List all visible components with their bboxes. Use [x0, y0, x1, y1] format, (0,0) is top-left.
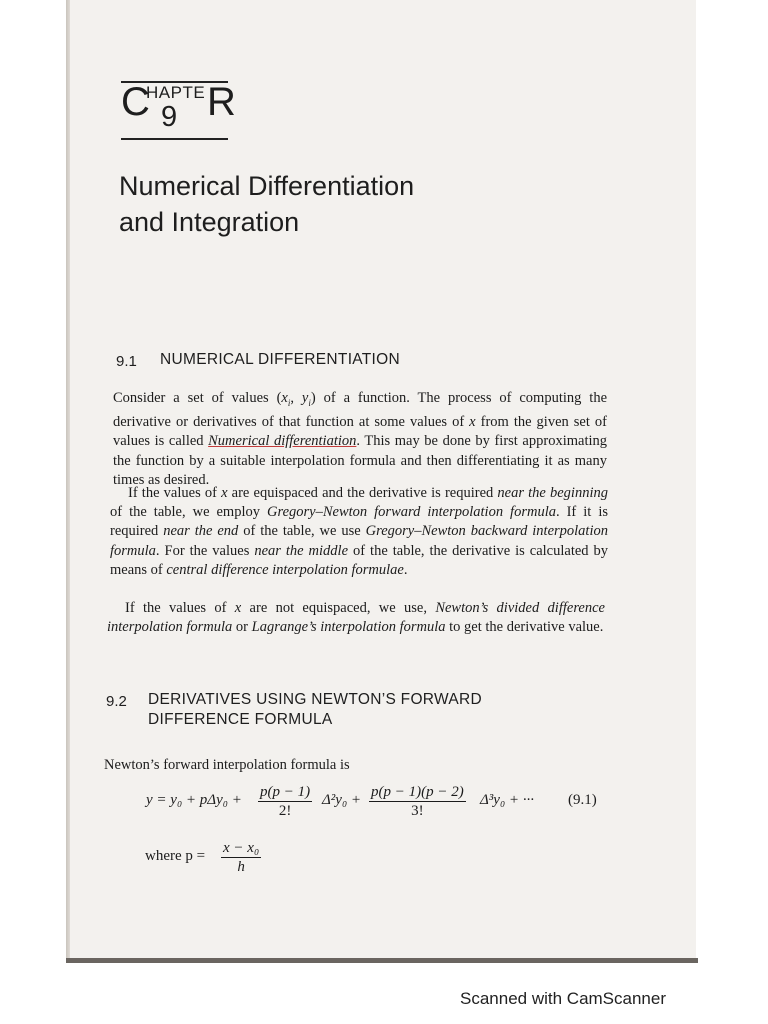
text-run: or [232, 619, 252, 636]
emphasis: Lagrange’s interpolation formula [251, 619, 446, 636]
text-run: are not equispaced, we use, [241, 600, 436, 616]
equation-9-1 [146, 778, 616, 830]
fraction-2 [369, 783, 466, 820]
emphasis: near the end [163, 523, 239, 540]
chapter-letters-apte: HAPTE [146, 83, 206, 102]
text-run: . If it is required [110, 504, 608, 540]
text-run: . This may be done by first approximating the function by a suitable interpolation formula and then differentiating it as many times as desired. [113, 433, 607, 488]
fraction-1-numerator: p(p − 1) [260, 784, 311, 800]
text-run: , [290, 390, 302, 406]
chapter-title-line1: Numerical Differentiation [119, 171, 415, 201]
where-denominator: h [237, 859, 245, 875]
section-title [148, 690, 568, 730]
emphasis: near the beginning [497, 485, 608, 501]
chapter-letter-r: R [207, 80, 236, 124]
math-x: x [469, 414, 476, 431]
math-x: x [234, 600, 242, 616]
emphasis: Gregory–Newton backward interpolation formula [110, 523, 608, 559]
section-number: 9.2 [106, 693, 127, 710]
paragraph-2 [110, 484, 608, 580]
where-label [145, 848, 205, 865]
where-fraction [221, 839, 261, 876]
section-title-line2: DIFFERENCE FORMULA [148, 711, 333, 728]
text-run: to get the derivative value. [445, 619, 604, 636]
fraction-1 [258, 783, 312, 820]
text-run: ) of a function. The process of computing the derivative or derivatives of that function at some values of [113, 390, 608, 431]
fraction-1-denominator: 2! [278, 803, 292, 819]
where-numerator: x − x₀ [223, 840, 260, 856]
math-subscript: i [287, 397, 291, 408]
text-run: If the values of [128, 485, 222, 501]
text-run: . For the values [155, 542, 255, 559]
emphasis: near the middle [254, 542, 349, 559]
camscanner-watermark: Scanned with CamScanner [460, 989, 667, 1008]
paragraph-3 [107, 599, 605, 637]
math-y: y [301, 390, 309, 406]
paragraph-1 [113, 389, 607, 490]
chapter-title [119, 168, 539, 240]
equation-number: (9.1) [568, 792, 597, 808]
where-text: where p = [145, 848, 206, 864]
text-run: are equispaced and the derivative is required [227, 485, 498, 501]
text-run: of the table, we use [238, 523, 366, 540]
chapter-title-line2: and Integration [119, 207, 300, 237]
text-run: Consider a set of values ( [113, 390, 282, 406]
formula-intro: Newton’s forward interpolation formula is [104, 757, 350, 773]
math-x: x [221, 485, 228, 501]
text-run: from the given set of values is called [113, 414, 607, 450]
emphasis: Newton’s divided difference interpolation formula [107, 600, 605, 636]
page-bottom-edge [66, 958, 698, 963]
emphasis: Gregory–Newton forward interpolation formula [267, 504, 556, 521]
fraction-2-numerator: p(p − 1)(p − 2) [371, 784, 464, 800]
text-run: If the values of [125, 600, 235, 616]
math-subscript: i [308, 397, 311, 408]
chapter-number: 9 [161, 101, 178, 133]
equation-lhs: y = y₀ + pΔy₀ + [146, 792, 242, 808]
equation-term-2: Δ²y₀ + [322, 792, 362, 808]
section-title-line1: DERIVATIVES USING NEWTON’S FORWARD [148, 691, 483, 708]
text-run: of the table, we employ [110, 504, 267, 521]
text-run: . [403, 561, 408, 578]
chapter-letter-c: C [121, 80, 150, 124]
equation-term-3: Δ³y₀ + ··· [480, 792, 535, 808]
chapter-rule-bottom [121, 138, 228, 140]
text-run: of the table, the derivative is calculated by means of [110, 542, 608, 578]
section-title: NUMERICAL DIFFERENTIATION [160, 351, 401, 368]
math-x: x [281, 390, 288, 406]
fraction-2-denominator: 3! [411, 803, 424, 819]
term-numerical-differentiation: Numerical differentiation [208, 433, 357, 450]
emphasis: central difference interpolation formulae [166, 561, 404, 578]
section-number: 9.1 [116, 353, 137, 370]
